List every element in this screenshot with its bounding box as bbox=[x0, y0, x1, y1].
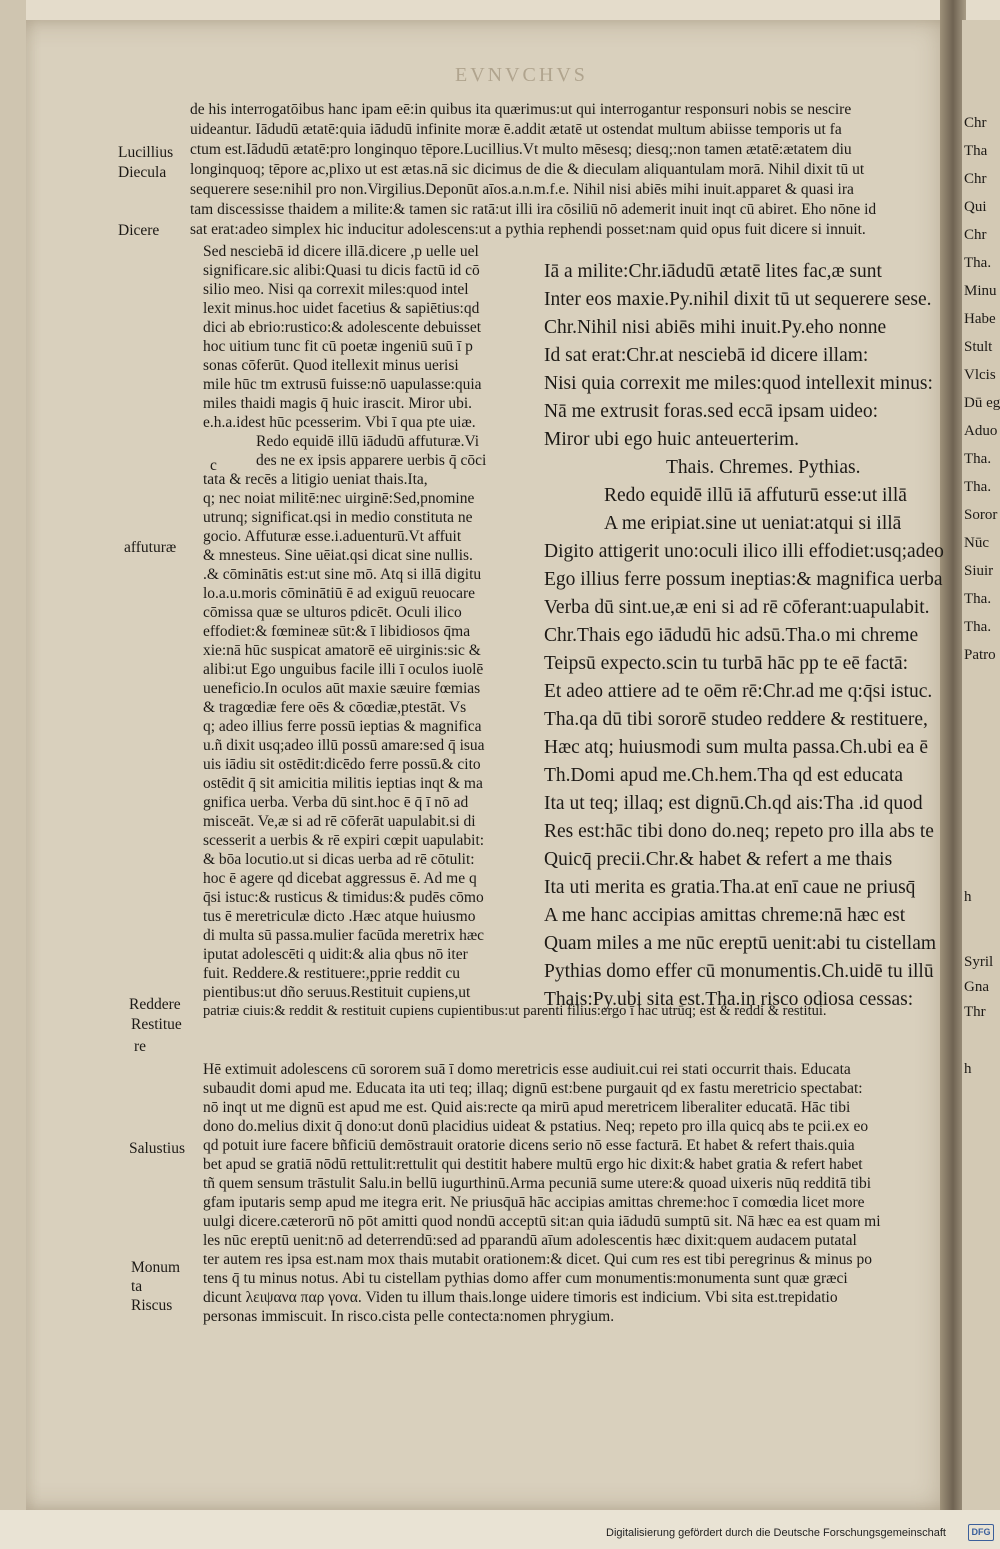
facing-text: Syril bbox=[964, 954, 994, 970]
facing-text: Tha. bbox=[964, 479, 992, 495]
commentary-line: gfam iputaris semp apud me itegra erit. Ne priusq̄uā hāc accipias amittas chreme:hoc ī comœdia licet more bbox=[203, 1194, 865, 1211]
verse-line: Ita ut teq; illaq; est dignū.Ch.qd ais:Tha .id quod bbox=[544, 793, 923, 814]
margin-note: affuturæ bbox=[124, 539, 177, 556]
commentary-line: tus ē meretriculæ dicto .Hæc atque huiusmo bbox=[203, 908, 476, 925]
commentary-line: tata & recēs a litigio ueniat thais.Ita, bbox=[203, 471, 428, 488]
facing-text: Chr bbox=[964, 227, 987, 243]
facing-text: Tha. bbox=[964, 451, 992, 467]
commentary-line: uulgi dicere.cæterorū nō pōt amitti quod nondū acceptū sit:an quia iādudū sumptū sit. Nā hæc ea est quam mi bbox=[203, 1213, 881, 1230]
commentary-line: tñ quem sensum trāstulit Salu.in bellū iugurthinū.Arma pecuniā sume utere:& quoad uixeris nūq redditā tibi bbox=[203, 1175, 872, 1192]
verse-line: Tha.qa dū tibi sororē studeo reddere & restituere, bbox=[544, 709, 928, 730]
commentary-line: bet apud se gratiā nōdū rettulit:rettulit qui destitit habere multū ergo hic dixit:& habet gratia & refert habet bbox=[203, 1156, 863, 1173]
commentary-line: & mnesteus. Sine uēiat.qsi dicat sine nullis. bbox=[203, 547, 473, 564]
commentary-line: pientibus:ut dño seruus.Restituit cupiens,ut bbox=[203, 984, 471, 1001]
commentary-line: cōmissa quæ se ulturos pdicēt. Oculi ilico bbox=[203, 604, 462, 621]
facing-text: Tha. bbox=[964, 255, 992, 271]
facing-text: Habe bbox=[964, 311, 996, 327]
commentary-line: alibi:ut Ego unguibus facile illi ī oculos iuolē bbox=[203, 661, 484, 678]
commentary-line: dono do.melius dixit q̄ dono:ut donū placidius uideat & pstatius. Neq; repeto pro illa quicq abs te pcii.ex eo bbox=[203, 1118, 869, 1135]
facing-text: Chr bbox=[964, 115, 987, 131]
margin-note: Reddere bbox=[129, 996, 181, 1013]
commentary-line: uis iādiu sit ostēdit:dicēdo ferre possū.& cito bbox=[203, 756, 481, 773]
verse-line: Quicq̄ precii.Chr.& habet & refert a me thais bbox=[544, 849, 893, 870]
facing-text: Vlcis bbox=[964, 367, 996, 383]
facing-text: Minu bbox=[964, 283, 997, 299]
commentary-line: significare.sic alibi:Quasi tu dicis factū id cō bbox=[203, 262, 480, 279]
facing-text: Tha. bbox=[964, 591, 992, 607]
verse-line: Miror ubi ego huic anteuerterim. bbox=[544, 429, 800, 450]
margin-note: Salustius bbox=[129, 1140, 185, 1157]
commentary-line: hoc ē agere qd dicebat aggressus ē. Ad me q bbox=[203, 870, 477, 887]
running-head: EVNVCHVS bbox=[455, 64, 588, 86]
verse-line: Nā me extrusit foras.sed eccā ipsam uideo: bbox=[544, 401, 879, 422]
commentary-line: .& cōminātis est:ut sine mō. Atq si illā digitu bbox=[203, 566, 482, 583]
verse-line: Thais:Py.ubi sita est.Tha.in risco odiosa cessas: bbox=[544, 989, 914, 1010]
commentary-line: mile hūc tm extrusū fuisse:nō uapulasse:quia bbox=[203, 376, 482, 393]
facing-text: Tha bbox=[964, 143, 988, 159]
commentary-line: ueneficio.In oculos aūt maxie sæuire fœmias bbox=[203, 680, 481, 697]
facing-text: h bbox=[964, 1061, 972, 1077]
verse-line: Digito attigerit uno:oculi ilico illi effodiet:usq;adeo bbox=[544, 541, 944, 562]
verse-line: Th.Domi apud me.Ch.hem.Tha qd est educata bbox=[544, 765, 904, 786]
commentary-line: uideantur. Iādudū ætatē:quia iādudū infinite moræ ē.addit ætatē ut ostendat multum abiisse temporis ut fa bbox=[190, 121, 842, 138]
verse-line: A me eripiat.sine ut ueniat:atqui si illā bbox=[604, 513, 902, 534]
commentary-line: ter autem res ipsa est.nam mox thais mutabit orationem:& dicet. Qui cum res est tibi peregrinus & minus po bbox=[203, 1251, 872, 1268]
verse-line: Nisi quia correxit me miles:quod intellexit minus: bbox=[544, 373, 933, 394]
commentary-line: gnifica uerba. Verba dū sint.hoc ē q̄ ī nō ad bbox=[203, 794, 469, 811]
commentary-line: dici ab ebrio:rustico:& adolescente debuisset bbox=[203, 319, 482, 336]
commentary-line: les nūc ereptū uenit:nō ad deterrendū:sed ad pparandū aīum adolescentis hæc dixit:quem audacem putatal bbox=[203, 1232, 857, 1249]
verse-line: Ego illius ferre possum ineptias:& magnifica uerba bbox=[544, 569, 943, 590]
verse-speaker-heading: Thais. Chremes. Pythias. bbox=[666, 457, 861, 478]
commentary-line: personas immiscuit. In risco.cista pelle contecta:nomen phrygium. bbox=[203, 1308, 615, 1325]
commentary-line: des ne ex ipsis apparere uerbis q̄ cōci bbox=[256, 452, 487, 469]
commentary-line: sequerere sese:nihil pro non.Virgilius.Deponūt aīos.a.n.m.f.e. Nihil nisi abiēs mihi inuit.apparet & quasi ira bbox=[190, 181, 854, 198]
facing-page bbox=[962, 20, 1000, 1510]
commentary-line: di multa sū passa.mulier facūda meretrix hæc bbox=[203, 927, 485, 944]
commentary-line: miles thaidi magis q̄ huic irascit. Miror ubi. bbox=[203, 395, 473, 412]
commentary-line: scesserit a uerbis & rē expiri cœpit uapulabit: bbox=[203, 832, 485, 849]
verse-line: Teipsū expecto.scin tu turbā hāc pp te eē factā: bbox=[544, 653, 909, 674]
facing-text: Stult bbox=[964, 339, 993, 355]
margin-note: Riscus bbox=[131, 1297, 173, 1314]
facing-text: Patro bbox=[964, 647, 996, 663]
commentary-line: misceāt. Ve,æ si ad rē cōferāt uapulabit.si di bbox=[203, 813, 476, 830]
verse-line: Iā a milite:Chr.iādudū ætatē lites fac,æ sunt bbox=[544, 261, 882, 282]
commentary-line: q; nec noiat militē:nec uirginē:Sed,pnomine bbox=[203, 490, 475, 507]
facing-text: h bbox=[964, 889, 972, 905]
commentary-line: xie:nā hūc suspicat amatorē eē uirginis:sic & bbox=[203, 642, 481, 659]
commentary-line: subaudit domi apud me. Educata ita uti teq; illaq; dignū est:bene purgauit qd ex fastu meretricio spectabat: bbox=[203, 1080, 863, 1097]
commentary-line: fuit. Reddere.& restituere:,pprie reddit cu bbox=[203, 965, 460, 982]
commentary-line: q; adeo illius ferre possū ieptias & magnifica bbox=[203, 718, 482, 735]
digitization-credit: Digitalisierung gefördert durch die Deutsche Forschungsgemeinschaft bbox=[606, 1527, 946, 1539]
margin-note: Monum bbox=[131, 1259, 181, 1276]
commentary-line: hoc uitium tunc fit cū poetæ ingeniū suū ī p bbox=[203, 338, 473, 355]
commentary-line: nō inqt ut me dignū est apud me est. Quid ais:recte qa mirū apud meretricem liberaliter educatā. Hāc tibi bbox=[203, 1099, 851, 1116]
verse-line: Res est:hāc tibi dono do.neq; repeto pro illa abs te bbox=[544, 821, 934, 842]
commentary-line: gocio. Affuturæ esse.i.aduenturū.Vt affuit bbox=[203, 528, 462, 545]
commentary-line: & bōa locutio.ut si dicas uerba ad rē cōtulit: bbox=[203, 851, 475, 868]
commentary-line: ostēdit q̄ sit amicitia militis ieptias inqt & ma bbox=[203, 775, 483, 792]
commentary-line: tens q̄ tu minus notus. Abi tu cistellam pythias domo affer cum monumentis:monumenta sunt quæ græci bbox=[203, 1270, 848, 1287]
facing-text: Qui bbox=[964, 199, 987, 215]
verse-line: Inter eos maxie.Py.nihil dixit tū ut sequerere sese. bbox=[544, 289, 932, 310]
margin-note: Lucillius bbox=[118, 144, 174, 161]
facing-text: Soror bbox=[964, 507, 998, 523]
commentary-line: sat erat:adeo simplex hic inducitur adolescens:ut a pythia rephendi posset:nam quid opus fuit dicere si innuit. bbox=[190, 221, 866, 238]
commentary-line: Hē extimuit adolescens cū sororem suā ī domo meretricis esse audiuit.cui rei stati occurrit thais. Educata bbox=[203, 1061, 851, 1078]
facing-text: Thr bbox=[964, 1004, 986, 1020]
verse-line: Et adeo attiere ad te oēm rē:Chr.ad me q:q̄si istuc. bbox=[544, 681, 933, 702]
facing-text: Chr bbox=[964, 171, 987, 187]
commentary-line: Sed nesciebā id dicere illā.dicere ,p uelle uel bbox=[203, 243, 479, 260]
verse-line: Hæc atq; huiusmodi sum multa passa.Ch.ubi ea ē bbox=[544, 737, 928, 758]
commentary-line: qd potuit iure facere bñficiū demōstrauit oratorie dicens serio nō esse facturā. Et habet & refert thais.quia bbox=[203, 1137, 855, 1154]
verse-line: Quam miles a me nūc ereptū uenit:abi tu cistellam bbox=[544, 933, 937, 954]
margin-note: c bbox=[210, 457, 217, 474]
verse-line: Ita uti merita es gratia.Tha.at enī caue ne priusq̄ bbox=[544, 877, 916, 898]
facing-text: Nūc bbox=[964, 535, 989, 551]
facing-text: Aduo bbox=[964, 423, 998, 439]
left-page-edge bbox=[0, 0, 26, 1549]
commentary-line: dicunt λειψανα παρ γονα. Viden tu illum thais.longe uidere timoris est indicium. Vbi sita est.trepidatio bbox=[203, 1289, 838, 1306]
margin-note: Dicere bbox=[118, 222, 160, 239]
commentary-line: lexit minus.hoc uidet facetius & sapiētius:qd bbox=[203, 300, 480, 317]
commentary-line: sonas cōferūt. Quod itellexit minus uerisi bbox=[203, 357, 459, 374]
verse-line: Id sat erat:Chr.at nesciebā id dicere illam: bbox=[544, 345, 869, 366]
commentary-line: effodiet:& fœmineæ sūt:& ī libidiosos q̄ma bbox=[203, 623, 471, 640]
commentary-line: ctum est.Iādudū ætatē:pro longinquo tēpore.Lucillius.Vt multo mēsesq; diesq;:non tamen ætatē:ætatem diu bbox=[190, 141, 852, 158]
commentary-line: & tragœdiæ fere oēs & cōœdiæ,ptestāt. Vs bbox=[203, 699, 467, 716]
commentary-line: longinquoq; tēpore ac,plixo ut est ætas.nā sic dicimus de die & dieculam aliquantulam morā. Nihil dixit tū ut bbox=[190, 161, 865, 178]
facing-text: Dū eg bbox=[964, 395, 1000, 411]
margin-note: Restitue bbox=[131, 1016, 182, 1033]
commentary-line: q̄si istuc:& rusticus & timidus:& pudēs cōmo bbox=[203, 889, 484, 906]
verse-line: Verba dū sint.ue,æ eni si ad rē cōferant:uapulabit. bbox=[544, 597, 930, 618]
commentary-line: Redo equidē illū iādudū affuturæ.Vi bbox=[256, 433, 480, 450]
margin-note: re bbox=[134, 1038, 147, 1055]
margin-note: Diecula bbox=[118, 164, 167, 181]
facing-text: Siuir bbox=[964, 563, 994, 579]
facing-text: Gna bbox=[964, 979, 989, 995]
verse-line: Redo equidē illū iā affuturū esse:ut illā bbox=[604, 485, 907, 506]
commentary-line: iputat adolescēti q uidit:& alia qbus nō iter bbox=[203, 946, 468, 963]
commentary-line: tam discessisse thaidem a milite:& tamen sic ratā:ut illi ira cōsiliū nō ademerit inuit inqt cū abiret. Eho nōne id bbox=[190, 201, 877, 218]
commentary-line: utrunq; significat.qsi in medio constituta ne bbox=[203, 509, 473, 526]
commentary-line: u.ñ dixit usq;adeo illū possū amare:sed q̄ isua bbox=[203, 737, 485, 754]
verse-line: Chr.Nihil nisi abiēs mihi inuit.Py.eho nonne bbox=[544, 317, 887, 338]
facing-text: Tha. bbox=[964, 619, 992, 635]
dfg-logo: DFG bbox=[968, 1524, 994, 1541]
commentary-line: patriæ ciuis:& reddit & restituit cupiens cupientibus:ut parenti filius:ergo ī hac utrūq; est & reddi & restitui. bbox=[203, 1003, 827, 1019]
commentary-line: silio meo. Nisi qa correxit miles:quod intel bbox=[203, 281, 469, 298]
commentary-line: lo.a.u.moris cōminātiū ē ad exiguū reuocare bbox=[203, 585, 476, 602]
margin-note: ta bbox=[131, 1278, 143, 1295]
verse-line: Chr.Thais ego iādudū hic adsū.Tha.o mi chreme bbox=[544, 625, 919, 646]
commentary-line: e.h.a.idest hūc pcesserim. Vbi ī qua pte uiæ. bbox=[203, 414, 476, 431]
verse-line: A me hanc accipias amittas chreme:nā hæc est bbox=[544, 905, 906, 926]
commentary-line: de his interrogatōibus hanc ipam eē:in quibus ita quærimus:ut qui interrogantur responsuri nobis se nescire bbox=[190, 101, 852, 118]
verse-line: Pythias domo effer cū monumentis.Ch.uidē tu illū bbox=[544, 961, 934, 982]
